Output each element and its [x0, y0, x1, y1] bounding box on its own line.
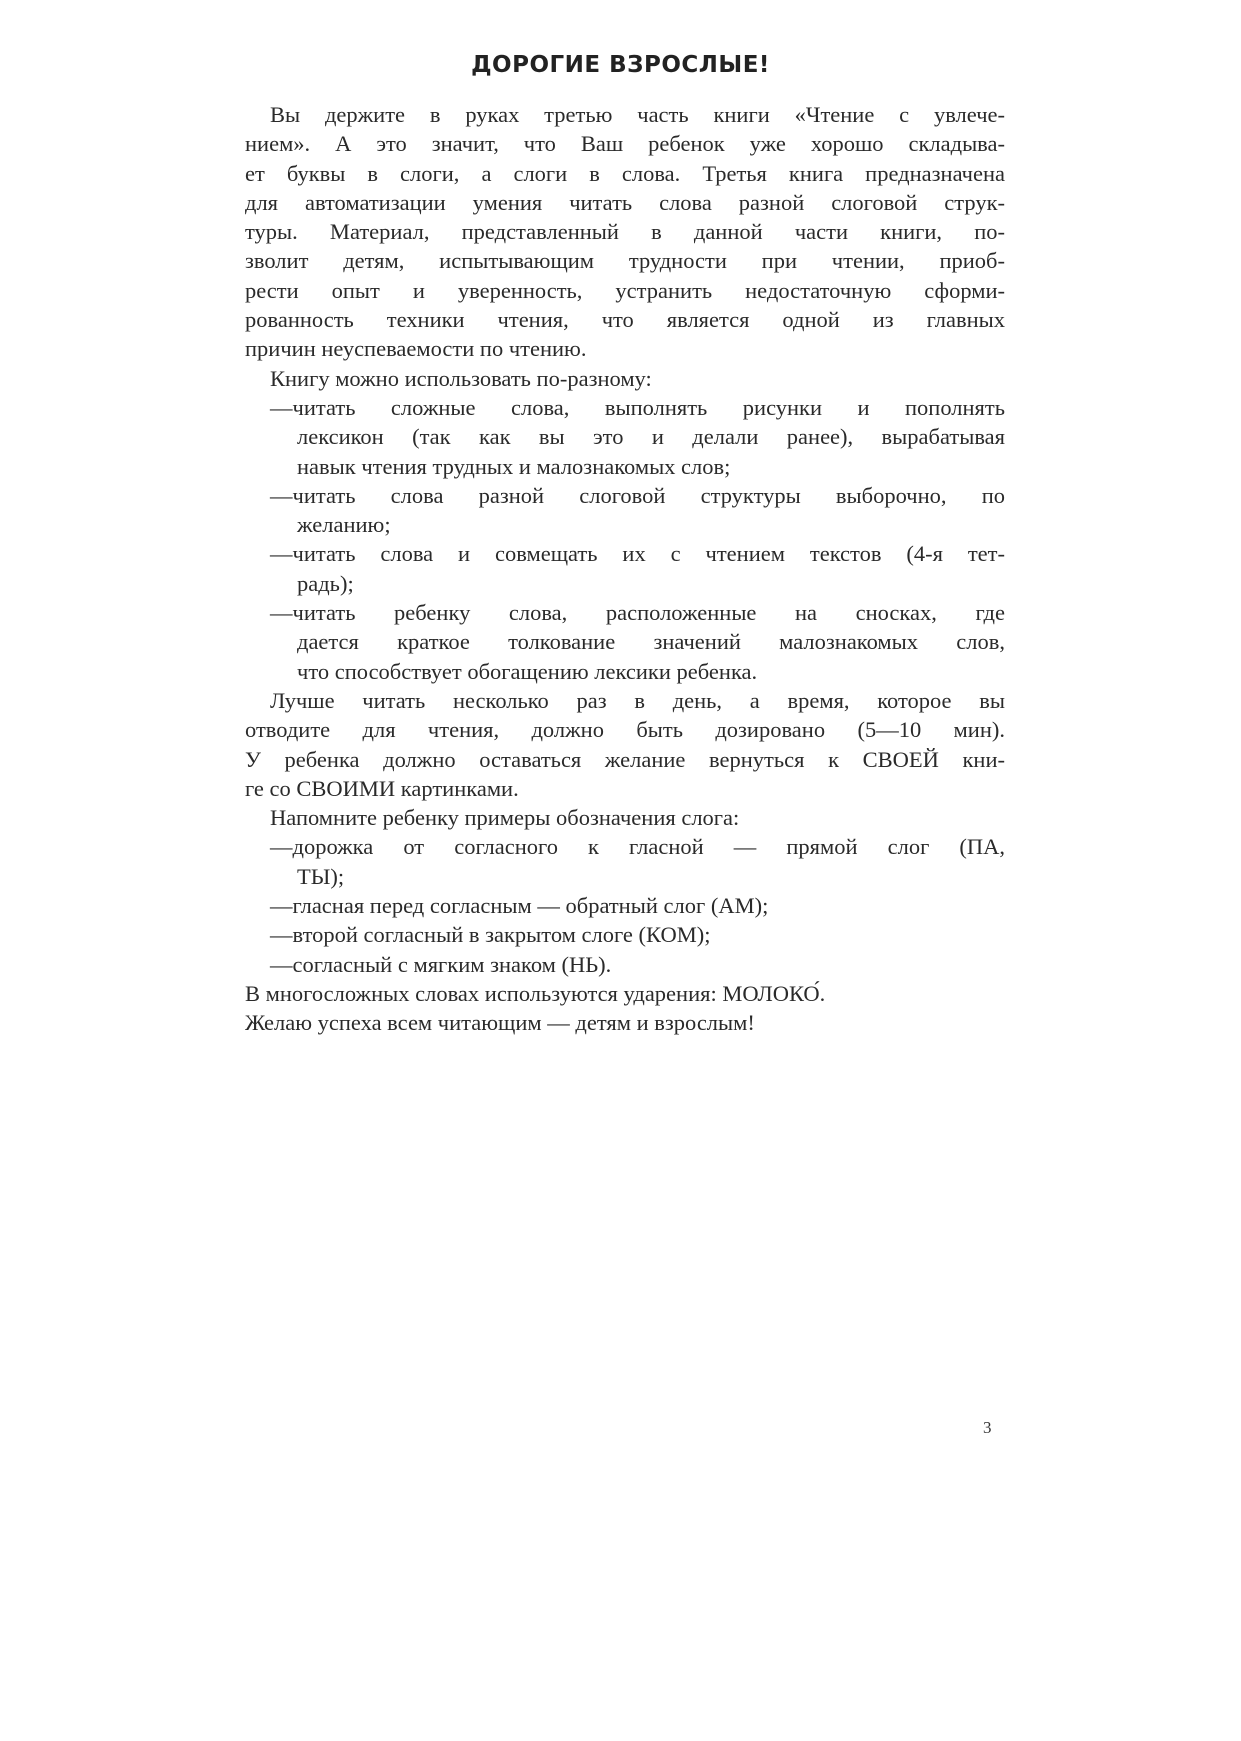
body-text	[245, 100, 1005, 1038]
text-line: —дорожка от согласного к гласной — прямой слог (ПА,	[270, 834, 1005, 860]
text-line: желанию;	[297, 512, 391, 538]
paragraph	[245, 100, 1005, 364]
text-line: что способствует обогащению лексики ребенка.	[297, 658, 758, 684]
text-line: —читать слова разной слоговой структуры выборочно, по	[270, 482, 1005, 508]
paragraph	[245, 686, 1005, 803]
list-item	[245, 481, 1005, 540]
list-item	[245, 393, 1005, 481]
list-item	[245, 832, 1005, 891]
paragraph	[245, 803, 1005, 832]
page-number: 3	[983, 1418, 992, 1437]
text-line: зволит детям, испытывающим трудности при чтении, приоб-	[245, 248, 1005, 274]
text-line: ТЫ);	[297, 863, 345, 889]
text-line: ет буквы в слоги, а слоги в слова. Третья книга предназначена	[245, 160, 1005, 186]
text-line: для автоматизации умения читать слова разной слоговой струк-	[245, 189, 1005, 215]
text-line: туры. Материал, представленный в данной части книги, по-	[245, 219, 1005, 245]
text-line: отводите для чтения, должно быть дозировано (5—10 мин).	[245, 717, 1005, 743]
text-line: дается краткое толкование значений малознакомых слов,	[297, 629, 1005, 655]
text-line: ге со СВОИМИ картинками.	[245, 775, 519, 801]
text-line: В многосложных словах используются ударения: МОЛОКО́.	[245, 980, 826, 1006]
text-line: Лучше читать несколько раз в день, а время, которое вы	[270, 687, 1005, 713]
text-line: —читать сложные слова, выполнять рисунки и пополнять	[270, 394, 1005, 420]
text-line: причин неуспеваемости по чтению.	[245, 336, 587, 362]
text-line: —читать ребенку слова, расположенные на сносках, где	[270, 600, 1005, 626]
text-line: —гласная перед согласным — обратный слог (АМ);	[270, 893, 769, 919]
list-item	[245, 950, 1005, 979]
text-line: —согласный с мягким знаком (НЬ).	[270, 951, 612, 977]
text-line: —второй согласный в закрытом слоге (КОМ);	[270, 922, 711, 948]
paragraph	[245, 979, 1005, 1008]
text-line: лексикон (так как вы это и делали ранее), вырабатывая	[297, 424, 1005, 450]
paragraph	[245, 1008, 1005, 1037]
text-line: Книгу можно использовать по-разному:	[270, 365, 652, 391]
text-line: нием». А это значит, что Ваш ребенок уже хорошо складыва-	[245, 131, 1005, 157]
list-item	[245, 891, 1005, 920]
list-item	[245, 920, 1005, 949]
list-item	[245, 539, 1005, 598]
text-line: Желаю успеха всем читающим — детям и взрослым!	[245, 1010, 755, 1036]
text-line: Вы держите в руках третью часть книги «Чтение с увлече-	[270, 102, 1005, 127]
page-title: ДОРОГИЕ ВЗРОСЛЫЕ!	[471, 52, 770, 78]
paragraph	[245, 364, 1005, 393]
text-line: —читать слова и совмещать их с чтением текстов (4-я тет-	[270, 541, 1005, 567]
text-line: радь);	[297, 570, 354, 596]
list-item	[245, 598, 1005, 686]
text-line: навык чтения трудных и малознакомых слов;	[297, 453, 731, 479]
text-line: У ребенка должно оставаться желание вернуться к СВОЕЙ кни-	[245, 746, 1005, 772]
text-line: рести опыт и уверенность, устранить недостаточную сформи-	[245, 277, 1005, 303]
text-line: рованность техники чтения, что является одной из главных	[245, 307, 1005, 333]
text-line: Напомните ребенку примеры обозначения слога:	[270, 805, 740, 831]
